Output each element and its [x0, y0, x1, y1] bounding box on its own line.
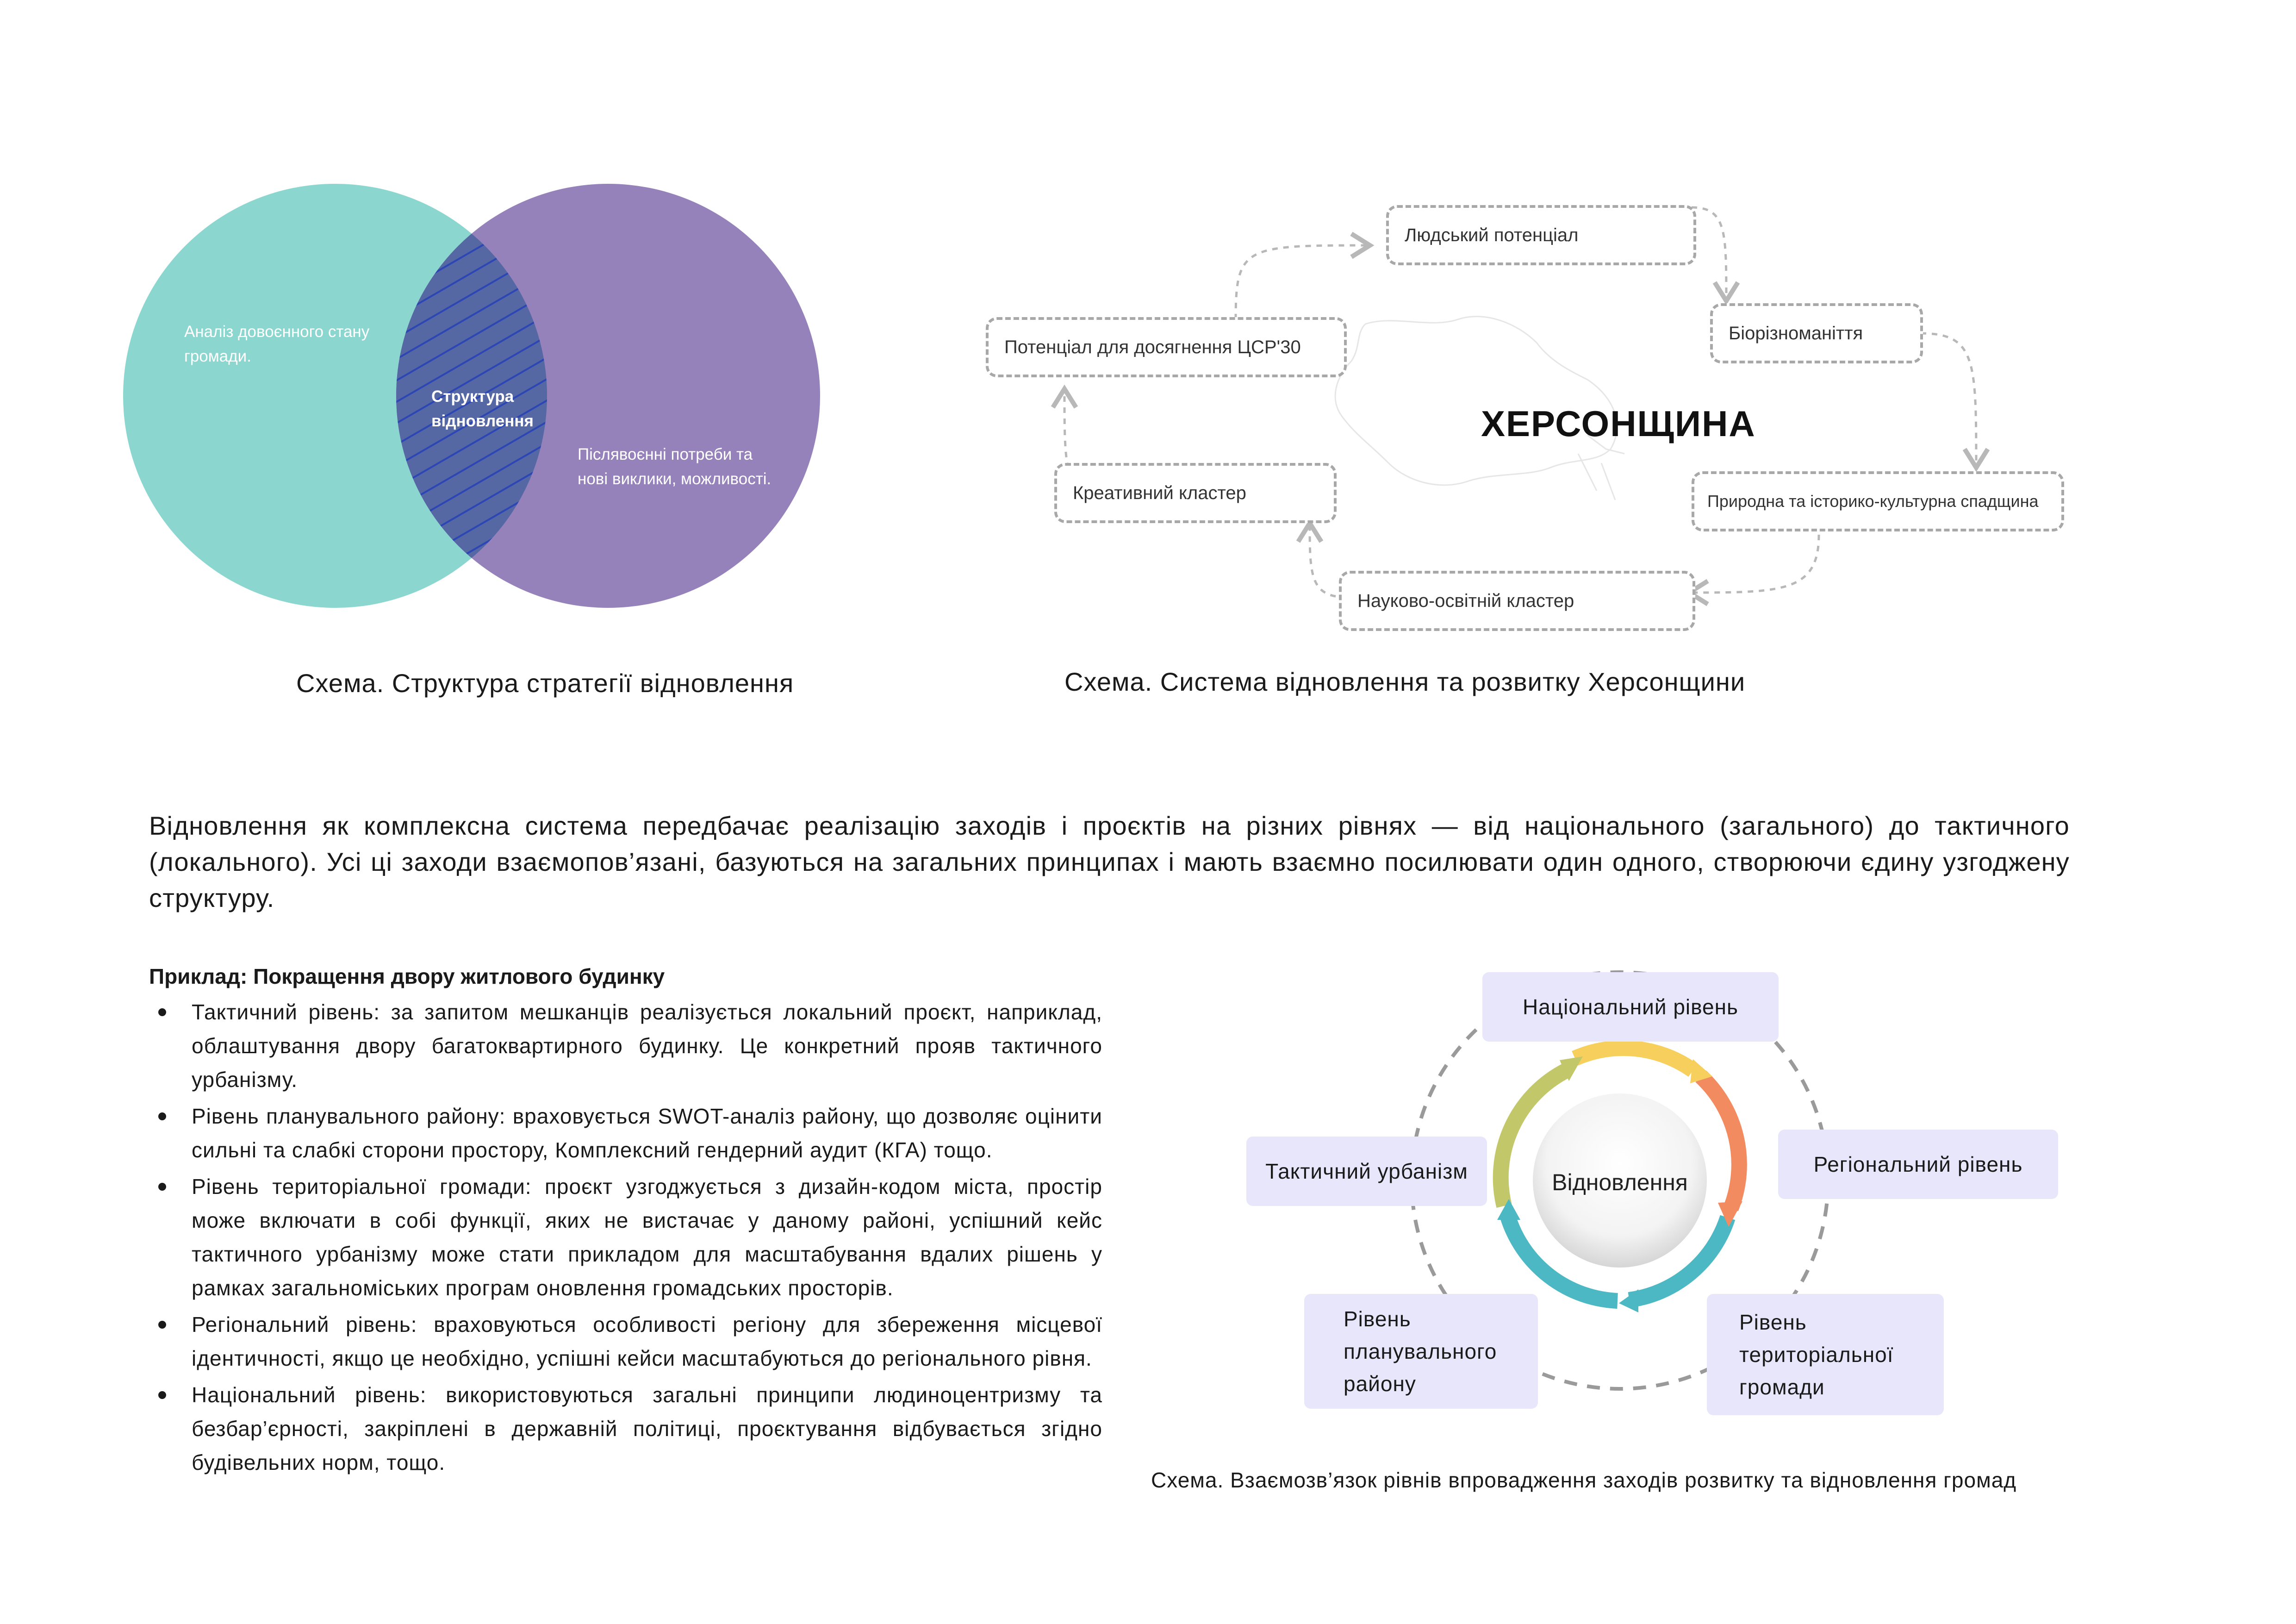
arrow-human-to-bio	[1692, 207, 1726, 301]
list-item: Тактичний рівень: за запитом мешканців реалізується локальний проєкт, наприклад, облаштування двору багатоквартирного будинку. Це конкретний прояв тактичного урбанізму.	[149, 995, 1102, 1097]
level-community: Рівень територіальної громади	[1707, 1294, 1944, 1415]
kherson-node-biodiversity: Біорізноманіття	[1710, 303, 1923, 363]
example-title: Приклад: Покращення двору житлового будинку	[149, 964, 665, 988]
venn-caption: Схема. Структура стратегії відновлення	[296, 668, 794, 698]
kherson-node-potential: Потенціал для досягнення ЦСР'30	[986, 317, 1347, 377]
cycle-center-label: Відновлення	[1552, 1169, 1688, 1195]
venn-left-label: Аналіз довоєнного стану громади.	[184, 323, 370, 365]
level-planning: Рівень планувального району	[1304, 1294, 1538, 1409]
kherson-map-outline	[1335, 317, 1617, 485]
list-item: Національний рівень: використовуються загальні принципи людиноцентризму та безбар’єрності, закріплені в державній політиці, проєктування відбувається згідно будівельних норм, тощо.	[149, 1378, 1102, 1480]
venn-center-label: Структура відновлення	[431, 387, 534, 430]
venn-diagram	[0, 0, 879, 648]
example-list	[149, 995, 1102, 1482]
bullet-icon	[158, 1008, 166, 1016]
intro-paragraph: Відновлення як комплексна система передбачає реалізацію заходів і проєктів на різних рівнях — від національного (загального) до тактичного (локального). Усі ці заходи взаємопов’язані, базуються на загальних принципах і мають взаємно посилювати один одного, створюючи єдину узгоджену структуру.	[149, 811, 2070, 912]
kherson-title: ХЕРСОНЩИНА	[1481, 403, 1756, 444]
level-national: Національний рівень	[1482, 972, 1779, 1042]
cycle-arc-yellow	[1575, 1048, 1693, 1070]
venn-right-label: Післявоєнні потреби та нові виклики, можливості.	[578, 445, 772, 488]
bullet-icon	[158, 1112, 166, 1120]
bullet-icon	[158, 1183, 166, 1191]
arrow-potential-to-human	[1236, 245, 1370, 319]
cycle-arc-orange	[1701, 1076, 1739, 1208]
kherson-caption: Схема. Система відновлення та розвитку Херсонщини	[1064, 667, 1746, 696]
bullet-icon	[158, 1321, 166, 1329]
level-tactical: Тактичний урбанізм	[1246, 1137, 1487, 1206]
arrow-nature-to-science	[1689, 535, 1819, 593]
arrow-bio-to-nature	[1921, 333, 1976, 468]
cycle-caption: Схема. Взаємозв’язок рівнів впровадження заходів розвитку та відновлення громад	[1151, 1468, 2017, 1492]
list-item: Рівень планувального району: враховується SWOT-аналіз району, що дозволяє оцінити сильні та слабкі сторони простору, Комплексний гендерний аудит (КГА) тощо.	[149, 1099, 1102, 1167]
list-item: Регіональний рівень: враховуються особливості регіону для збереження місцевої ідентичності, якщо це необхідно, успішні кейси масштабуються до регіонального рівня.	[149, 1308, 1102, 1375]
kherson-node-science: Науково-освітній кластер	[1339, 571, 1695, 631]
kherson-node-heritage: Природна та історико-культурна спадщина	[1692, 471, 2064, 531]
list-item: Рівень територіальної громади: проєкт узгоджується з дизайн-кодом міста, простір може включати в собі функції, яких не вистачає у даному районі, успішний кейс тактичного урбанізму може стати прикладом для масштабування вдалих рішень у рамках загальноміських програм оновлення громадських просторів.	[149, 1170, 1102, 1305]
kherson-node-human: Людський потенціал	[1386, 205, 1696, 265]
level-regional: Регіональний рівень	[1778, 1130, 2058, 1199]
kherson-node-creative: Креативний кластер	[1054, 463, 1337, 523]
bullet-icon	[158, 1391, 166, 1399]
